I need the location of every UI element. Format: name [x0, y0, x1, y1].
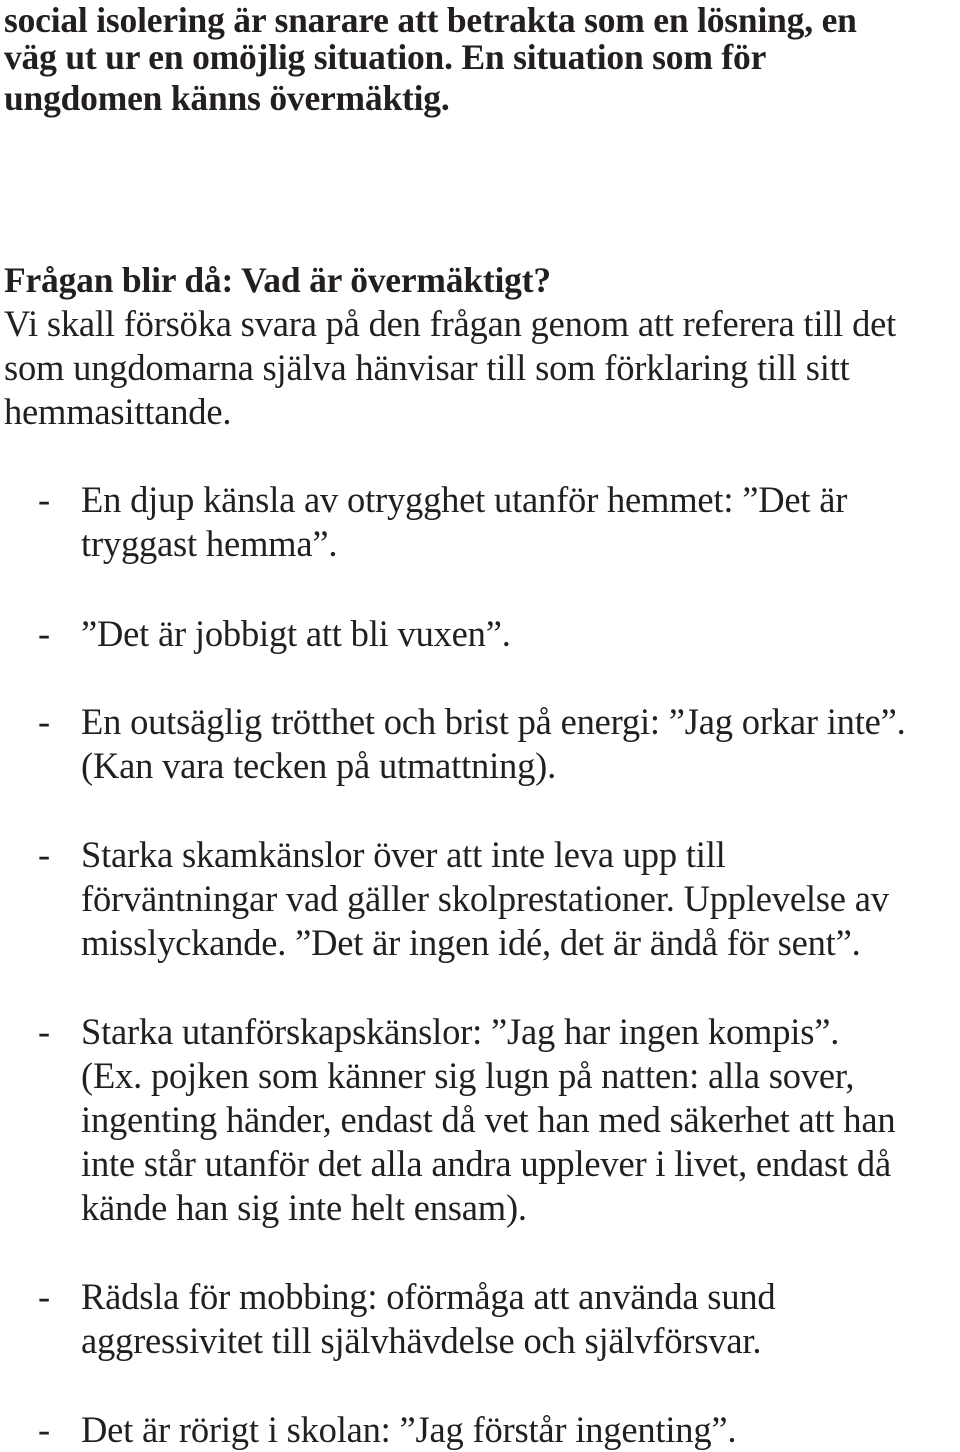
bullet-dash: -	[38, 834, 51, 875]
list-item-line: kände han sig inte helt ensam).	[81, 1187, 527, 1228]
section-heading: Frågan blir då: Vad är övermäktigt?	[4, 260, 551, 300]
bullet-dash: -	[38, 701, 51, 742]
bullet-dash: -	[38, 613, 51, 654]
paragraph-line: som ungdomarna själva hänvisar till som förklaring till sitt	[4, 347, 850, 388]
list-item-line: förväntningar vad gäller skolprestationer. Upplevelse av	[81, 878, 889, 919]
bullet-dash: -	[38, 1011, 51, 1052]
list-item-line: (Ex. pojken som känner sig lugn på natten: alla sover,	[81, 1055, 855, 1096]
intro-line: social isolering är snarare att betrakta som en lösning, en	[4, 0, 857, 40]
list-item-line: ingenting händer, endast då vet han med säkerhet att han	[81, 1099, 896, 1140]
intro-line: ungdomen känns övermäktig.	[4, 78, 450, 118]
list-item-line: (Kan vara tecken på utmattning).	[81, 745, 556, 786]
list-item-line: tryggast hemma”.	[81, 523, 338, 564]
paragraph-line: hemmasittande.	[4, 391, 232, 432]
list-item-line: Det är rörigt i skolan: ”Jag förstår ingenting”.	[81, 1409, 737, 1450]
paragraph-line: Vi skall försöka svara på den frågan genom att referera till det	[4, 303, 897, 344]
list-item-line: En djup känsla av otrygghet utanför hemmet: ”Det är	[81, 479, 848, 520]
intro-line: väg ut ur en omöjlig situation. En situation som för	[4, 37, 767, 77]
list-item-line: Starka skamkänslor över att inte leva upp till	[81, 834, 726, 875]
list-item-line: misslyckande. ”Det är ingen idé, det är ändå för sent”.	[81, 922, 861, 963]
list-item-line: Rädsla för mobbing: oförmåga att använda sund	[81, 1276, 776, 1317]
list-item-line: Starka utanförskapskänslor: ”Jag har ingen kompis”.	[81, 1011, 840, 1052]
bullet-dash: -	[38, 479, 51, 520]
list-item-line: inte står utanför det alla andra upplever i livet, endast då	[81, 1143, 891, 1184]
list-item-line: ”Det är jobbigt att bli vuxen”.	[81, 613, 511, 654]
bullet-dash: -	[38, 1276, 51, 1317]
bullet-dash: -	[38, 1409, 51, 1450]
list-item-line: aggressivitet till självhävdelse och självförsvar.	[81, 1320, 762, 1361]
list-item-line: En outsäglig trötthet och brist på energi: ”Jag orkar inte”.	[81, 701, 906, 742]
